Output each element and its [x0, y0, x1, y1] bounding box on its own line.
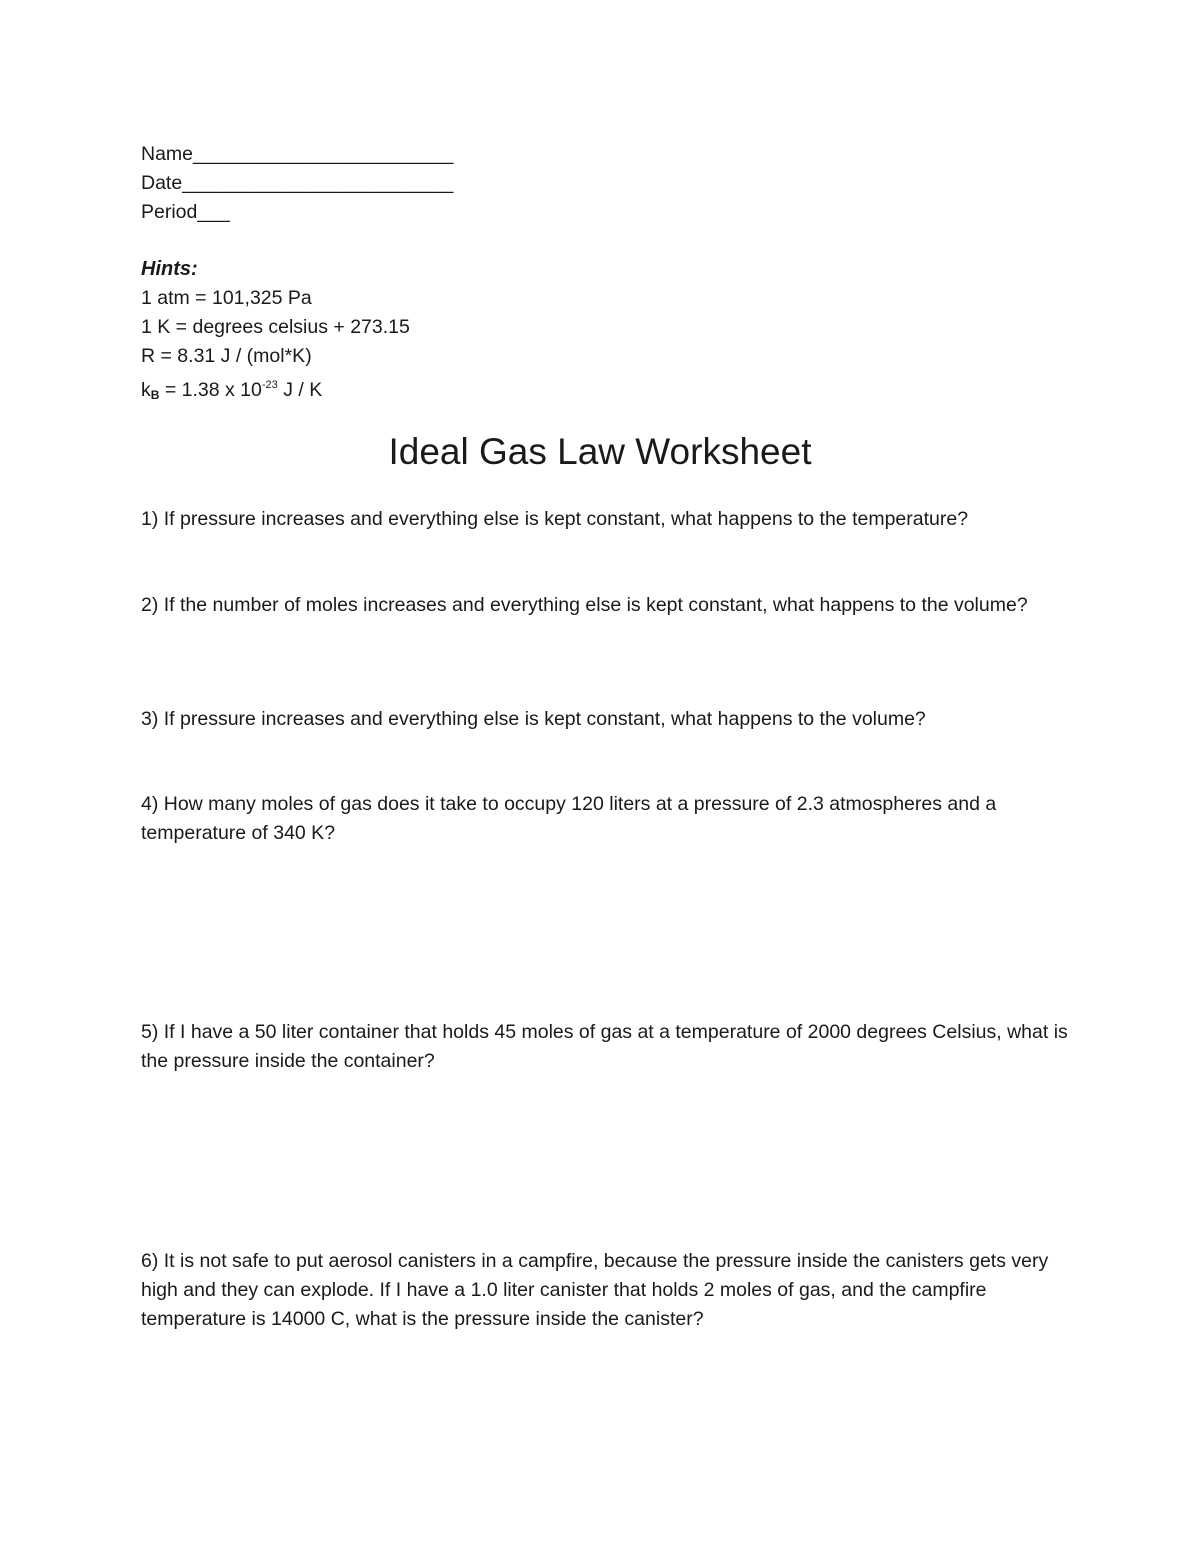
- kb-symbol: k: [141, 379, 151, 401]
- question-5: 5) If I have a 50 liter container that holds 45 moles of gas at a temperature of 2000 degrees Celsius, what is the pressure inside the container?: [141, 1021, 1068, 1072]
- question-4: 4) How many moles of gas does it take to occupy 120 liters at a pressure of 2.3 atmospheres and a temperature of 340 K?: [141, 793, 997, 844]
- kb-value: = 1.38 x 10: [159, 379, 262, 401]
- question-2: 2) If the number of moles increases and everything else is kept constant, what happens to the volume?: [141, 594, 1028, 616]
- hint-gas-constant: R = 8.31 J / (mol*K): [141, 345, 312, 367]
- period-field: Period___: [141, 201, 230, 223]
- hints-heading: Hints:: [141, 258, 198, 280]
- name-field: Name________________________: [141, 143, 454, 165]
- question-1: 1) If pressure increases and everything else is kept constant, what happens to the temperature?: [141, 508, 969, 530]
- date-field: Date_________________________: [141, 172, 454, 194]
- question-6: 6) It is not safe to put aerosol canisters in a campfire, because the pressure inside the canisters gets very high and they can explode. If I have a 1.0 liter canister that holds 2 moles of gas, and the campfire temperature is 14000 C, what is the pressure inside the canister?: [141, 1250, 1049, 1330]
- kb-exponent: -23: [261, 379, 278, 391]
- question-3: 3) If pressure increases and everything else is kept constant, what happens to the volume?: [141, 708, 926, 730]
- kb-subscript: B: [150, 388, 160, 402]
- hint-kelvin: 1 K = degrees celsius + 273.15: [141, 316, 410, 338]
- hint-boltzmann: [141, 371, 322, 410]
- worksheet-title: Ideal Gas Law Worksheet: [388, 431, 812, 472]
- hint-atm: 1 atm = 101,325 Pa: [141, 287, 312, 309]
- kb-units: J / K: [277, 379, 323, 401]
